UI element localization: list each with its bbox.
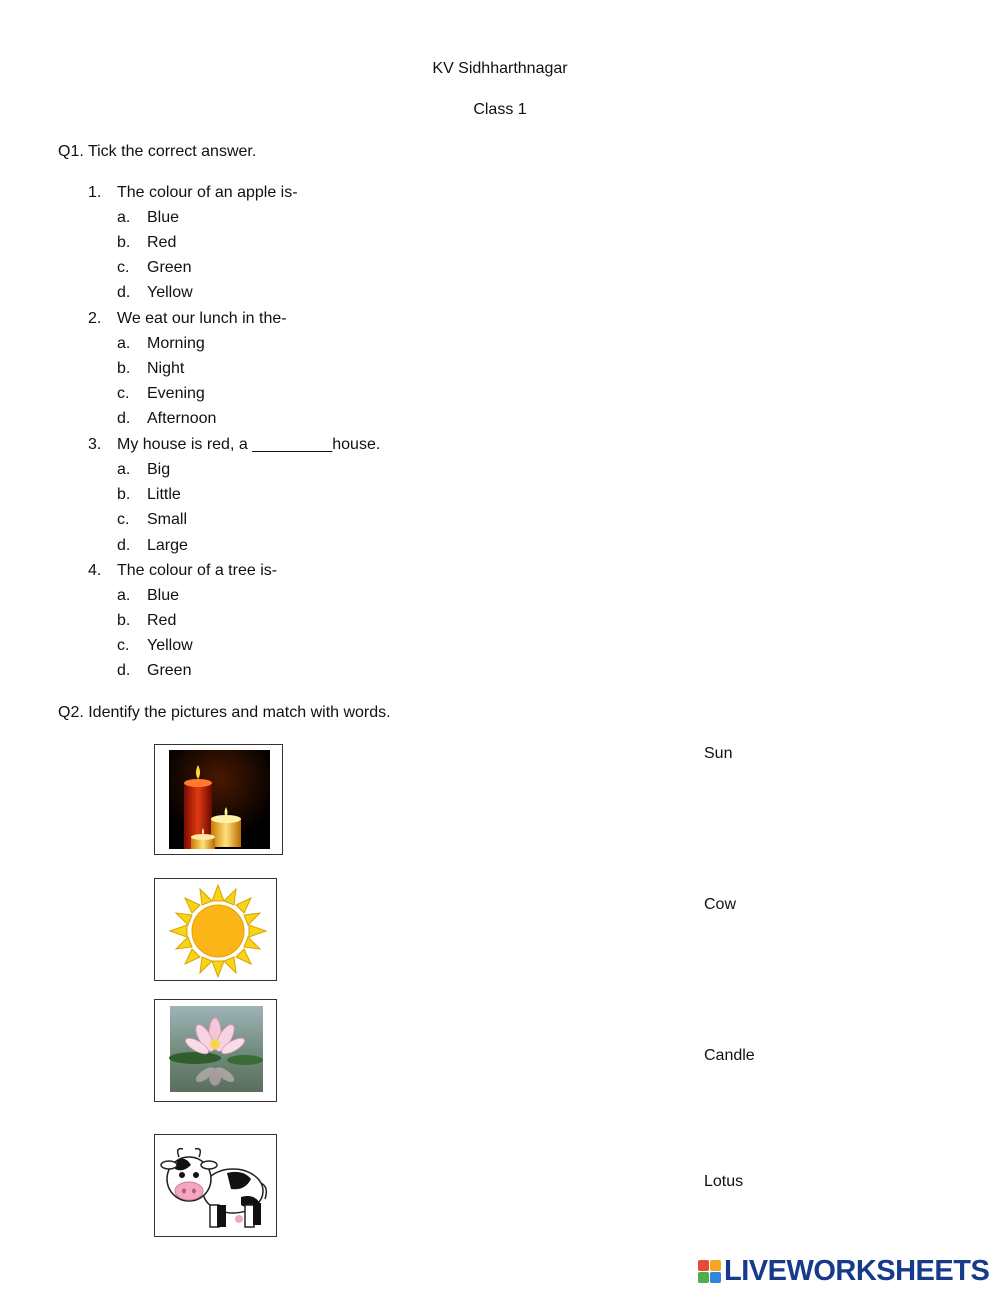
option-text: Small [147,511,188,528]
option-text: Little [147,486,181,503]
cow-picture[interactable] [154,1134,277,1237]
question-number: 4. [88,562,102,579]
option-text: Red [147,234,177,251]
option-text: Blue [147,587,180,604]
option-letter: a. [117,587,131,604]
option-text: Yellow [147,637,193,654]
school-name: KV Sidhharthnagar [432,60,568,77]
question-text: The colour of a tree is- [117,562,278,579]
option-text: Big [147,461,171,478]
option-letter: d. [117,284,131,301]
option-letter: c. [117,259,130,276]
option-letter: a. [117,461,131,478]
option-letter: a. [117,335,131,352]
option-letter: d. [117,537,131,554]
option-letter: b. [117,612,131,629]
question-number: 1. [88,184,102,201]
option-text: Afternoon [147,410,217,427]
option-text: Evening [147,385,205,402]
q1-heading: Q1. Tick the correct answer. [58,143,257,160]
option-letter: c. [117,385,130,402]
question-text: My house is red, a _________house. [117,436,381,453]
liveworksheets-logo [698,1256,989,1286]
option-letter: b. [117,234,131,251]
option-text: Blue [147,209,180,226]
option-text: Red [147,612,177,629]
option-text: Night [147,360,185,377]
option-letter: b. [117,360,131,377]
option-text: Large [147,537,188,554]
question-number: 3. [88,436,102,453]
match-word-sun[interactable]: Sun [704,745,733,762]
q2-heading: Q2. Identify the pictures and match with words. [58,704,391,721]
sun-icon [155,879,275,979]
option-letter: c. [117,637,130,654]
question-text: We eat our lunch in the- [117,310,287,327]
logo-blocks-icon [698,1260,721,1283]
class-label: Class 1 [473,101,527,118]
brand-name: LIVEWORKSHEETS [724,1254,990,1287]
option-text: Green [147,259,192,276]
lotus-icon [155,1000,275,1100]
candle-icon [155,745,281,853]
match-word-candle[interactable]: Candle [704,1047,755,1064]
option-letter: d. [117,410,131,427]
option-text: Green [147,662,192,679]
option-letter: a. [117,209,131,226]
option-text: Yellow [147,284,193,301]
match-word-lotus[interactable]: Lotus [704,1173,744,1190]
question-text: The colour of an apple is- [117,184,298,201]
option-letter: c. [117,511,130,528]
option-letter: d. [117,662,131,679]
match-word-cow[interactable]: Cow [704,896,737,913]
candle-picture[interactable] [154,744,283,855]
sun-picture[interactable] [154,878,277,981]
lotus-picture[interactable] [154,999,277,1102]
option-letter: b. [117,486,131,503]
option-text: Morning [147,335,205,352]
cow-icon [155,1135,275,1235]
question-number: 2. [88,310,102,327]
